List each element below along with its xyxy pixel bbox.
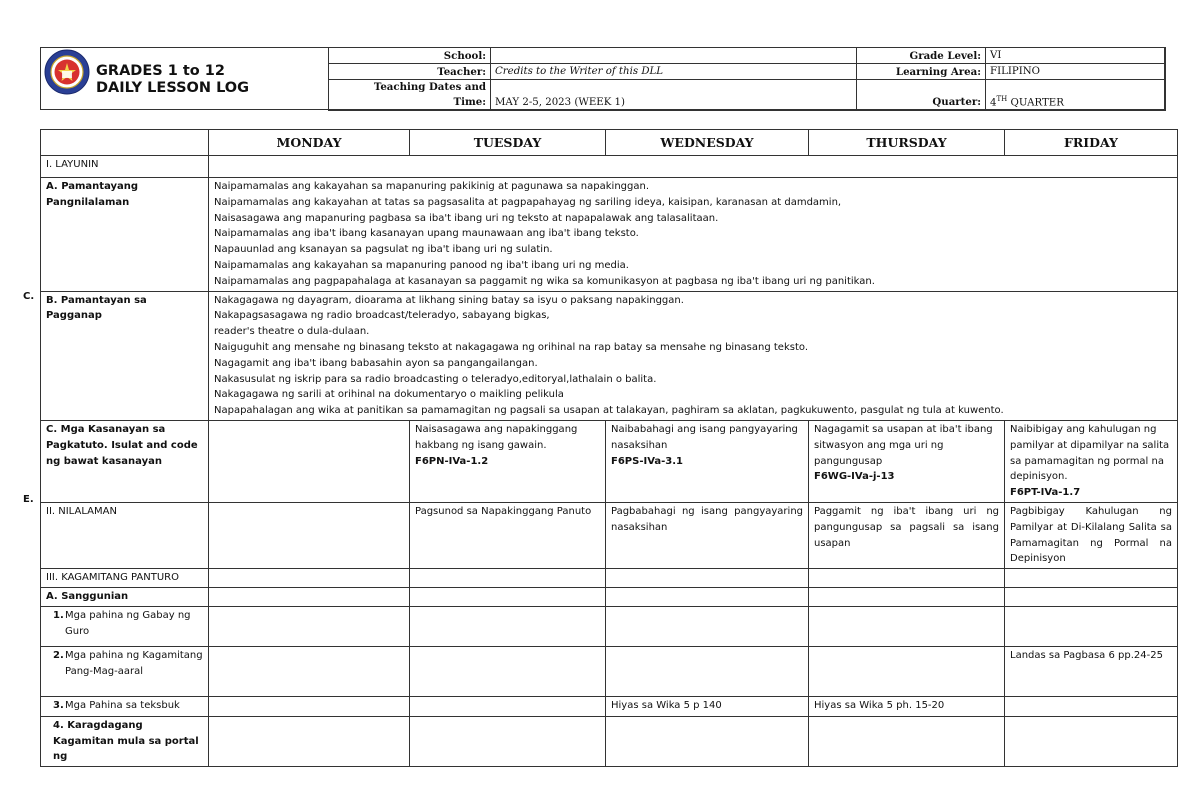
teksbuk-friday [1005, 696, 1178, 716]
sanggunian-tuesday [410, 587, 606, 606]
pamantayang-line: Naipamamalas ang kakayahan sa mapanuring panood ng iba't ibang uri ng media. [214, 259, 629, 271]
day-header-blank [41, 130, 209, 156]
sanggunian-friday [1005, 587, 1178, 606]
layunin-label: I. LAYUNIN [41, 156, 209, 178]
kasanayan-row [41, 420, 1178, 502]
quarter-label: Quarter: [857, 80, 986, 111]
teacher-value: Credits to the Writer of this DLL [491, 64, 857, 80]
pagganap-line: Naiguguhit ang mensahe ng binasang teksto at nakagagawa ng orihinal na rap batay sa mensahe ng binasang teksto. [214, 341, 808, 353]
teaching-dates-value: MAY 2-5, 2023 (WEEK 1) [491, 80, 857, 111]
sanggunian-label: A. Sanggunian [41, 587, 209, 606]
pagganap-line: Nakagagawa ng dayagram, dioarama at likhang sining batay sa isyu o paksang napakinggan. [214, 294, 684, 306]
kasanayan-wednesday-code: F6PS-IVa-3.1 [611, 455, 683, 467]
sanggunian-thursday [809, 587, 1005, 606]
teksbuk-monday [209, 696, 410, 716]
title-line-2: DAILY LESSON LOG [96, 80, 250, 96]
karagdagang-row [41, 716, 1178, 766]
karagdagang-tuesday [410, 716, 606, 766]
teksbuk-label: Mga Pahina sa teksbuk [65, 699, 180, 711]
pamantayang-line: Napauunlad ang ksanayan sa pagsulat ng iba't ibang uri ng sulatin. [214, 244, 553, 256]
kagamitan-monday [209, 569, 410, 588]
kasanayan-tuesday [410, 420, 606, 502]
kasanayan-wednesday-text: Naibabahagi ang isang pangyayaring nasaksihan [611, 423, 798, 451]
day-friday: FRIDAY [1005, 130, 1178, 156]
teksbuk-label-cell [41, 696, 209, 716]
pamantayang-line: Naisasagawa ang mapanuring pagbasa sa iba't ibang uri ng teksto at napapalawak ang talasalitaan. [214, 212, 719, 224]
gabay-wednesday [606, 606, 809, 646]
lesson-grid [40, 129, 1178, 767]
day-monday: MONDAY [209, 130, 410, 156]
pamantayang-line: Naipamamalas ang pagpapahalaga at kasanayan sa paggamit ng wika sa komunikasyon at pagbasa ng iba't ibang uri ng panitikan. [214, 275, 875, 287]
pagganap-line: reader's theatre o dula-dulaan. [214, 326, 370, 338]
pagganap-line: Nagagamit ang iba't ibang babasahin ayon sa pangangailangan. [214, 357, 538, 369]
karagdagang-thursday [809, 716, 1005, 766]
nilalaman-friday: Pagbibigay Kahulugan ng Pamilyar at Di-Kilalang Salita sa Pamamagitan ng Pormal na Depinisyon [1005, 502, 1178, 568]
kasanayan-thursday-text: Nagagamit sa usapan at iba't ibang sitwasyon ang mga uri ng pangungusap [814, 423, 993, 467]
kasanayan-thursday-code: F6WG-IVa-j-13 [814, 471, 895, 483]
teksbuk-label-wrap [53, 698, 203, 714]
kagamitan-pang-friday: Landas sa Pagbasa 6 pp.24-25 [1005, 646, 1178, 696]
pagganap-line: Nakasusulat ng iskrip para sa radio broadcasting o teleradyo,editoryal,lathalain o balita. [214, 373, 657, 385]
learning-area-label: Learning Area: [857, 64, 986, 80]
pamantayang-line: Naipamamalas ang kakayahan sa mapanuring pakikinig at pagunawa sa napakinggan. [214, 181, 649, 192]
teksbuk-number: 3. [53, 699, 64, 711]
day-tuesday: TUESDAY [410, 130, 606, 156]
kagamitan-wednesday [606, 569, 809, 588]
side-marker-e: E. [23, 494, 34, 505]
kagamitan-pang-label-cell [41, 646, 209, 696]
side-marker-c: C. [23, 291, 35, 302]
day-wednesday: WEDNESDAY [606, 130, 809, 156]
kagamitan-label: III. KAGAMITANG PANTURO [41, 569, 209, 588]
kagamitan-thursday [809, 569, 1005, 588]
kagamitan-pang-row [41, 646, 1178, 696]
sanggunian-wednesday [606, 587, 809, 606]
day-header-row [41, 130, 1178, 156]
pamantayang-line: Naipamamalas ang kakayahan at tatas sa pagsasalita at pagpapahayag ng sariling ideya, kaisipan, karanasan at damdamin, [214, 196, 842, 208]
layunin-content [209, 156, 1178, 178]
pamantayang-label: A. Pamantayang Pangnilalaman [41, 178, 209, 292]
kasanayan-label: C. Mga Kasanayan sa Pagkatuto. Isulat and code ng bawat kasanayan [41, 420, 209, 502]
kasanayan-friday [1005, 420, 1178, 502]
kagamitan-row [41, 569, 1178, 588]
pagganap-line: Napapahalagan ang wika at panitikan sa pamamagitan ng pagsali sa usapan at talakayan, paghiram sa aklatan, pagkukuwento, pasgulat ng tula at kuwento. [214, 405, 1004, 417]
grade-level-value: VI [986, 48, 1166, 64]
quarter-number: 4 [990, 97, 997, 108]
kasanayan-tuesday-code: F6PN-IVa-1.2 [415, 455, 489, 467]
quarter-value [986, 80, 1166, 111]
lesson-info-table [328, 47, 1166, 111]
teksbuk-thursday: Hiyas sa Wika 5 ph. 15-20 [809, 696, 1005, 716]
quarter-suffix: TH [996, 94, 1008, 103]
teaching-dates-label-1: Teaching Dates and [373, 81, 486, 93]
karagdagang-friday [1005, 716, 1178, 766]
deped-seal-icon [44, 49, 90, 95]
gabay-label: Mga pahina ng Gabay ng Guro [65, 609, 191, 637]
nilalaman-label: II. NILALAMAN [41, 502, 209, 568]
kagamitan-pang-wednesday [606, 646, 809, 696]
kagamitan-pang-label-wrap [53, 648, 203, 680]
teksbuk-tuesday [410, 696, 606, 716]
teaching-dates-label-2: Time: [453, 96, 486, 108]
quarter-text: QUARTER [1007, 97, 1064, 108]
kasanayan-wednesday [606, 420, 809, 502]
nilalaman-tuesday: Pagsunod sa Napakinggang Panuto [410, 502, 606, 568]
pamantayang-row [41, 178, 1178, 292]
kasanayan-friday-code: F6PT-IVa-1.7 [1010, 487, 1081, 499]
kasanayan-thursday [809, 420, 1005, 502]
layunin-row [41, 156, 1178, 178]
pagganap-line: Nakapagsasagawa ng radio broadcast/teleradyo, sabayang bigkas, [214, 310, 550, 322]
pamantayang-line: Naipamamalas ang iba't ibang kasanayan upang maunawaan ang iba't ibang teksto. [214, 228, 639, 240]
nilalaman-row [41, 502, 1178, 568]
pagganap-row [41, 291, 1178, 420]
grade-level-label: Grade Level: [857, 48, 986, 64]
kagamitan-pang-number: 2. [53, 649, 64, 661]
gabay-friday [1005, 606, 1178, 646]
kagamitan-tuesday [410, 569, 606, 588]
school-value [491, 48, 857, 64]
nilalaman-wednesday: Pagbabahagi ng isang pangyayaring nasaksihan [606, 502, 809, 568]
learning-area-value: FILIPINO [986, 64, 1166, 80]
teksbuk-row [41, 696, 1178, 716]
page-title [96, 63, 249, 97]
nilalaman-thursday: Paggamit ng iba't ibang uri ng pangungusap sa pagsali sa isang usapan [809, 502, 1005, 568]
gabay-tuesday [410, 606, 606, 646]
sanggunian-row [41, 587, 1178, 606]
gabay-row [41, 606, 1178, 646]
kasanayan-friday-text: Naibibigay ang kahulugan ng pamilyar at dipamilyar na salita sa pamamagitan ng pormal na depinisyon. [1010, 423, 1170, 483]
karagdagang-monday [209, 716, 410, 766]
pagganap-content [209, 291, 1178, 420]
gabay-label-wrap [53, 608, 203, 640]
kagamitan-pang-tuesday [410, 646, 606, 696]
gabay-number: 1. [53, 609, 64, 621]
school-label: School: [329, 48, 491, 64]
kagamitan-friday [1005, 569, 1178, 588]
kagamitan-pang-monday [209, 646, 410, 696]
sanggunian-monday [209, 587, 410, 606]
gabay-label-cell [41, 606, 209, 646]
kagamitan-pang-label: Mga pahina ng Kagamitang Pang-Mag-aaral [65, 649, 203, 677]
kasanayan-tuesday-text: Naisasagawa ang napakinggang hakbang ng isang gawain. [415, 423, 578, 451]
teaching-dates-label [329, 80, 491, 111]
teacher-label: Teacher: [329, 64, 491, 80]
nilalaman-monday [209, 502, 410, 568]
pamantayang-content [209, 178, 1178, 292]
karagdagang-label: 4. Karagdagang Kagamitan mula sa portal ng [41, 716, 209, 766]
karagdagang-wednesday [606, 716, 809, 766]
teksbuk-wednesday: Hiyas sa Wika 5 p 140 [606, 696, 809, 716]
gabay-thursday [809, 606, 1005, 646]
pagganap-label: B. Pamantayan sa Pagganap [41, 291, 209, 420]
pagganap-line: Nakagagawa ng sarili at orihinal na dokumentaryo o maikling pelikula [214, 389, 564, 401]
title-line-1: GRADES 1 to 12 [96, 63, 225, 79]
gabay-monday [209, 606, 410, 646]
kasanayan-monday [209, 420, 410, 502]
kagamitan-pang-thursday [809, 646, 1005, 696]
day-thursday: THURSDAY [809, 130, 1005, 156]
